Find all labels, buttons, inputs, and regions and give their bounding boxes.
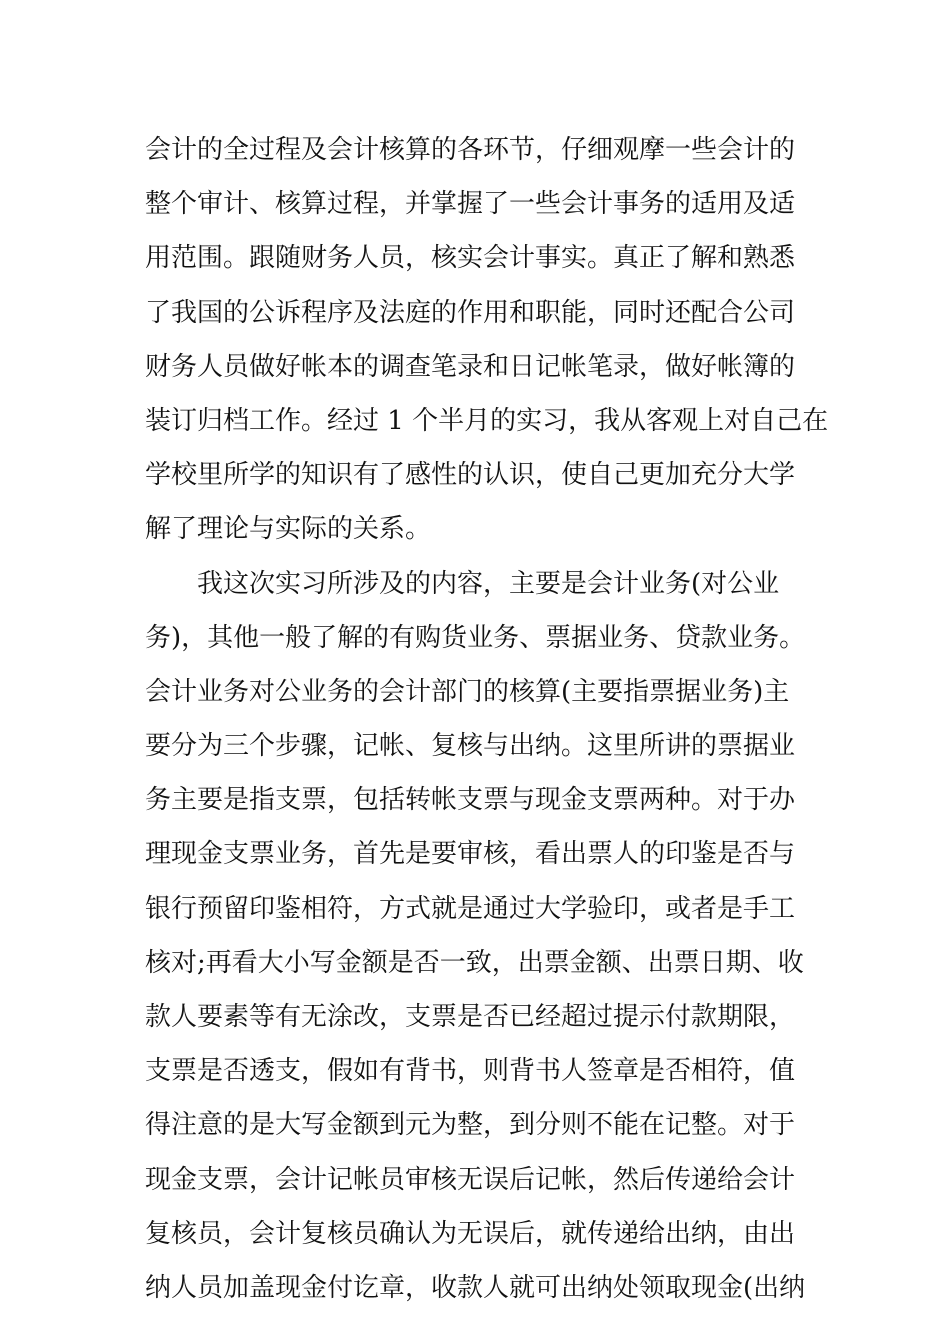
text-line: 我这次实习所涉及的内容，主要是会计业务(对公业 (145, 568, 780, 599)
text-line: 学校里所学的知识有了感性的认识，使自己更加充分大学 (145, 460, 796, 491)
text-line: 财务人员做好帐本的调查笔录和日记帐笔录，做好帐簿的 (145, 351, 796, 382)
text-line: 会计的全过程及会计核算的各环节，仔细观摩一些会计的 (145, 135, 796, 165)
text-line: 务主要是指支票，包括转帐支票与现金支票两种。对于办 (145, 785, 796, 816)
text-line: 了我国的公诉程序及法庭的作用和职能，同时还配合公司 (145, 297, 796, 328)
text-line: 核对;再看大小写金额是否一致，出票金额、出票日期、收 (145, 947, 804, 978)
body-text (145, 128, 829, 1320)
text-line: 整个审计、核算过程，并掌握了一些会计事务的适用及适 (145, 189, 796, 220)
text-line: 务)，其他一般了解的有购货业务、票据业务、贷款业务。 (145, 622, 806, 653)
text-line: 纳人员加盖现金付讫章，收款人就可出纳处领取现金(出纳 (145, 1272, 806, 1303)
text-line: 得注意的是大写金额到元为整，到分则不能在记整。对于 (145, 1110, 796, 1141)
text-line: 现金支票，会计记帐员审核无误后记帐，然后传递给会计 (145, 1164, 796, 1195)
text-line: 支票是否透支，假如有背书，则背书人签章是否相符，值 (145, 1056, 796, 1087)
text-line: 用范围。跟随财务人员，核实会计事实。真正了解和熟悉 (145, 243, 796, 274)
text-line: 装订归档工作。经过 1 个半月的实习，我从客观上对自己在 (145, 405, 829, 436)
text-line: 要分为三个步骤，记帐、复核与出纳。这里所讲的票据业 (145, 731, 796, 762)
text-line: 解了理论与实际的关系。 (145, 514, 432, 545)
text-line: 款人要素等有无涂改，支票是否已经超过提示付款期限， (145, 1002, 796, 1032)
text-line: 复核员，会计复核员确认为无误后，就传递给出纳，由出 (145, 1218, 796, 1249)
text-line: 会计业务对公业务的会计部门的核算(主要指票据业务)主 (145, 676, 790, 707)
text-line: 理现金支票业务，首先是要审核，看出票人的印鉴是否与 (145, 839, 796, 870)
text-line: 银行预留印鉴相符，方式就是通过大学验印，或者是手工 (145, 893, 796, 924)
